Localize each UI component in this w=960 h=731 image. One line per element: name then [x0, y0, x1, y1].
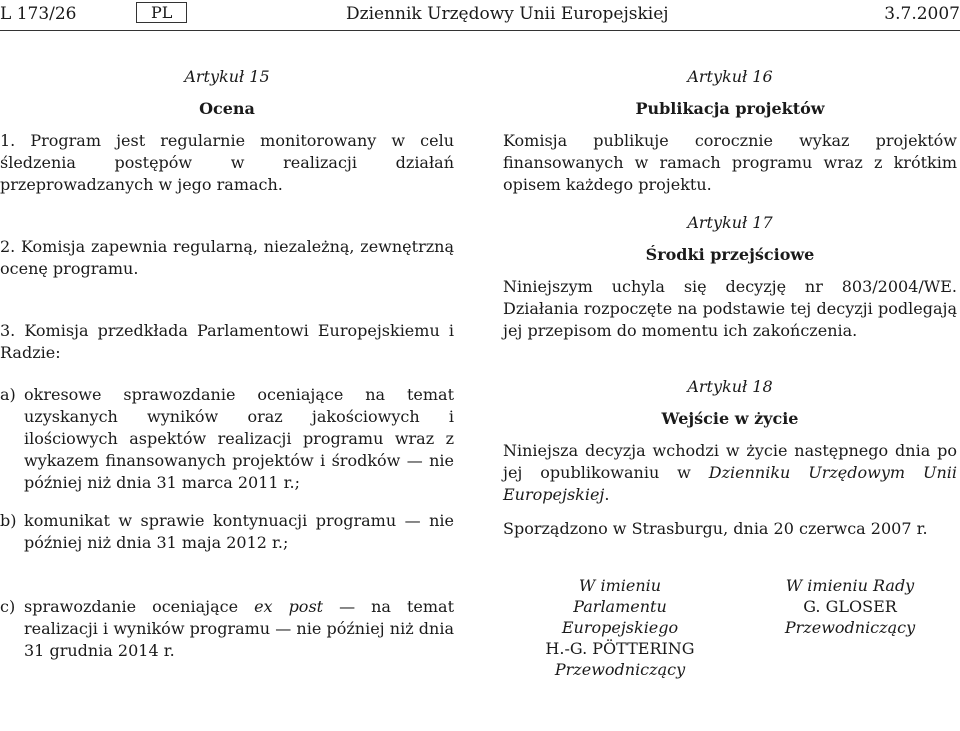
sig-council-line1: W imieniu Rady — [785, 576, 915, 595]
article-16-text: Komisja publikuje corocznie wykaz projektów finansowanych w ramach programu wraz z krótkim opisem każdego projektu. — [503, 131, 957, 194]
article-18-title: Wejście w życie — [661, 409, 799, 428]
list-item-label: b) — [0, 511, 17, 530]
ex-post-term: ex post — [254, 597, 324, 616]
article-15-paragraph-1: 1. Program jest regularnie monitorowany w celu śledzenia postępów w realizacji działań przeprowadzanych w jego ramach. — [0, 131, 454, 194]
article-16-number: Artykuł 16 — [687, 67, 773, 86]
article-15-title: Ocena — [199, 99, 255, 118]
language-badge: PL — [136, 2, 187, 23]
list-item-text: sprawozdanie oceniające ex post — na temat realizacji i wyników programu — nie później niż dnia 31 grudnia 2014 r. — [24, 597, 455, 660]
page-header — [0, 4, 960, 28]
journal-name-italic: Dzienniku Urzędowym Unii Europejskiej — [503, 463, 957, 504]
list-item-a — [0, 384, 454, 494]
sig-parliament-line2: Parlamentu Europejskiego — [561, 597, 679, 637]
sig-council-role: Przewodniczący — [784, 618, 916, 637]
article-15-number: Artykuł 15 — [184, 67, 270, 86]
sig-parliament-name: H.-G. PÖTTERING — [545, 639, 695, 658]
signature-parliament — [520, 575, 720, 680]
article-17-title: Środki przejściowe — [645, 245, 815, 264]
sig-council-name: G. GLOSER — [803, 597, 897, 616]
page-reference: L 173/26 — [0, 4, 77, 24]
signature-council — [760, 575, 940, 638]
article-15-paragraph-2: 2. Komisja zapewnia regularną, niezależną, zewnętrzną ocenę programu. — [0, 237, 454, 278]
article-18-text: Niniejsza decyzja wchodzi w życie następnego dnia po jej opublikowaniu w Dzienniku Urzędowym Unii Europejskiej. — [503, 441, 957, 504]
list-item-text: komunikat w sprawie kontynuacji programu — nie później niż dnia 31 maja 2012 r.; — [24, 511, 454, 552]
article-17-text: Niniejszym uchyla się decyzję nr 803/2004/WE. Działania rozpoczęte na podstawie tej decyzji podlegają jej przepisom do momentu ich zakończenia. — [503, 277, 957, 340]
list-item-text: okresowe sprawozdanie oceniające na temat uzyskanych wyników oraz jakościowych i ilościowych aspektów realizacji programu wraz z wykazem finansowanych projektów i środków — nie później niż dnia 31 marca 2011 r.; — [24, 385, 454, 492]
list-item-b — [0, 510, 454, 554]
signing-place-date: Sporządzono w Strasburgu, dnia 20 czerwca 2007 r. — [503, 519, 928, 538]
publication-date: 3.7.2007 — [884, 4, 960, 24]
list-item-c — [0, 596, 454, 662]
sig-parliament-line1: W imieniu — [578, 576, 662, 595]
article-18-number: Artykuł 18 — [687, 377, 773, 396]
article-15-paragraph-3: 3. Komisja przedkłada Parlamentowi Europejskiemu i Radzie: — [0, 321, 454, 362]
list-item-label: a) — [0, 385, 16, 404]
journal-title: Dziennik Urzędowy Unii Europejskiej — [346, 4, 669, 24]
header-rule — [0, 30, 960, 31]
sig-parliament-role: Przewodniczący — [554, 660, 686, 679]
list-item-label: c) — [0, 597, 16, 616]
article-17-number: Artykuł 17 — [687, 213, 773, 232]
article-16-title: Publikacja projektów — [635, 99, 825, 118]
